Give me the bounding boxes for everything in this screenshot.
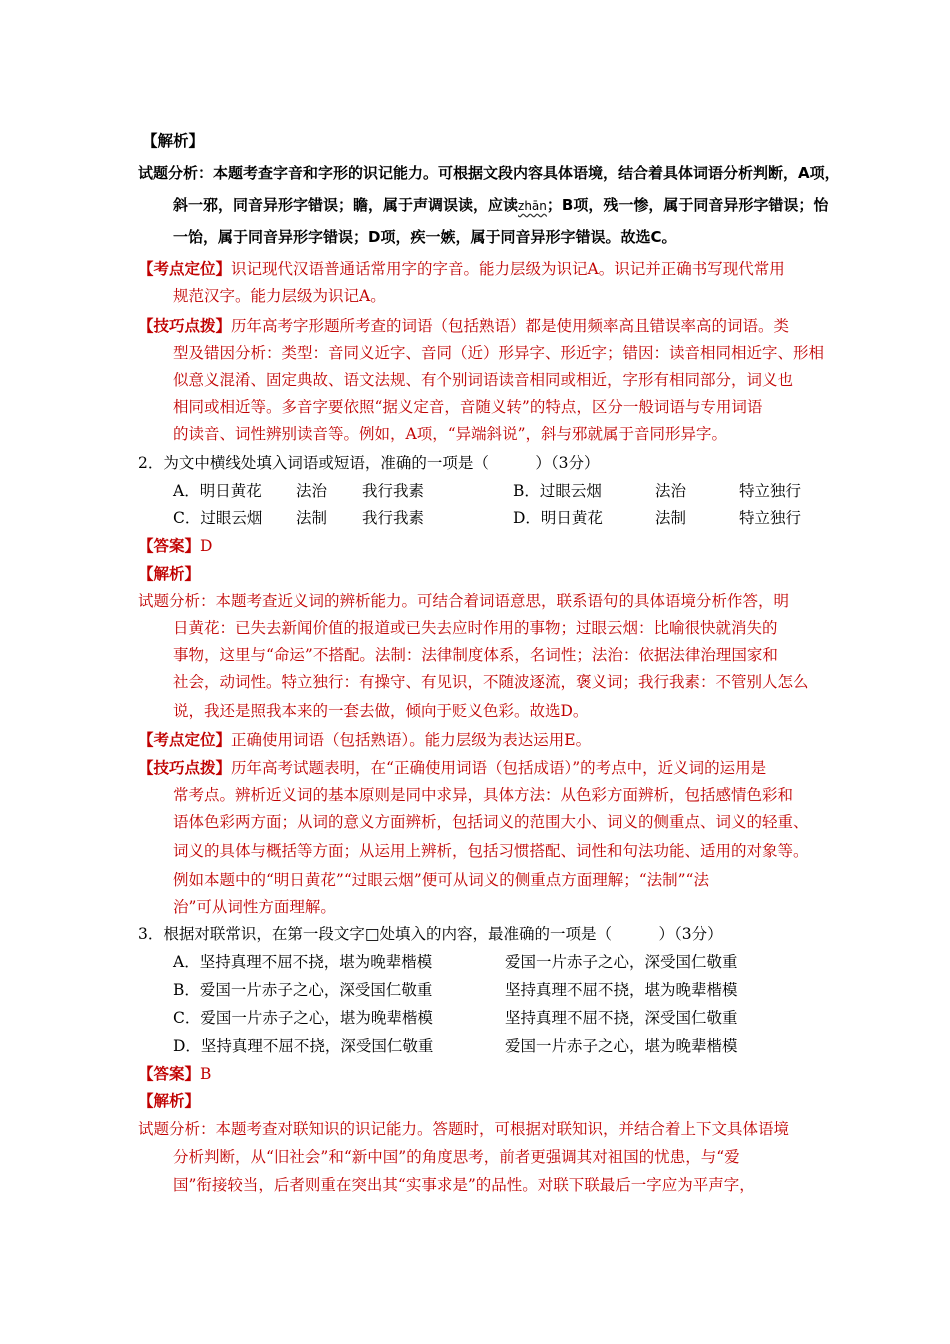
q1-analysis-line-3: 一饴，属于同音异形字错误；D项，疾一嫉，属于同音异形字错误。故选C。 xyxy=(173,228,677,246)
q2-jiqiao-line-6: 治”可从词性方面理解。 xyxy=(173,898,336,916)
q2-analysis-line-1: 试题分析：本题考查近义词的辨析能力。可结合着词语意思，联系语句的具体语境分析作答，明 xyxy=(138,592,790,610)
q1-jiqiao-line-4: 相同或相近等。多音字要依照“据义定音，音随义转”的特点，区分一般词语与专用词语 xyxy=(173,398,763,416)
q1-kaodian-text-1: 识记现代汉语普通话常用字的字音。能力层级为识记A。识记并正确书写现代常用 xyxy=(231,260,785,278)
q3-option-c-right: 坚持真理不屈不挠，深受国仁敬重 xyxy=(505,1009,738,1027)
q2-option-c-word1: C．过眼云烟 xyxy=(173,509,263,527)
q2-option-d-word1: D．明日黄花 xyxy=(513,509,603,527)
q2-option-b-word3: 特立独行 xyxy=(739,482,802,500)
q2-jiexi-label: 【解析】 xyxy=(138,564,201,583)
q2-jiqiao-line-4: 词义的具体与概括等方面；从运用上辨析，包括习惯搭配、词性和句法功能、适用的对象等。 xyxy=(173,842,809,860)
q2-stem: 2．为文中横线处填入词语或短语，准确的一项是（ ）（3分） xyxy=(138,454,600,472)
q2-kaodian-text: 正确使用词语（包括熟语）。能力层级为表达运用E。 xyxy=(231,731,592,749)
q1-pinyin: zhān xyxy=(518,199,547,213)
q1-analysis-seg-a: 斜一邪，同音异形字错误；瞻，属于声调误读，应读 xyxy=(173,196,519,214)
q2-option-a-word2: 法治 xyxy=(296,482,328,500)
q2-answer xyxy=(138,536,212,556)
q3-analysis-line-2: 分析判断，从“旧社会”和“新中国”的角度思考，前者更强调其对祖国的忧患，与“爱 xyxy=(173,1148,740,1166)
q2-option-a-word3: 我行我素 xyxy=(362,482,425,500)
q2-option-c-word3: 我行我素 xyxy=(362,509,425,527)
q3-analysis-line-3: 国”衔接较当，后者则重在突出其“实事求是”的品性。对联下联最后一字应为平声字， xyxy=(173,1176,755,1194)
q2-option-b-word1: B．过眼云烟 xyxy=(513,482,602,500)
q1-jiexi-label: 【解析】 xyxy=(142,131,205,150)
q2-option-c-word2: 法制 xyxy=(296,509,328,527)
q2-jiqiao-line-2: 常考点。辨析近义词的基本原则是同中求异，具体方法：从色彩方面辨析，包括感情色彩和 xyxy=(173,786,794,804)
q2-jiqiao-line-1 xyxy=(138,758,766,778)
q1-jiqiao-line-5: 的读音、词性辨别读音等。例如，A项，“异端斜说”，斜与邪就属于音同形异字。 xyxy=(173,425,728,443)
q2-option-d-word2: 法制 xyxy=(655,509,687,527)
q3-answer xyxy=(138,1064,211,1084)
q3-option-b-right: 坚持真理不屈不挠，堪为晚辈楷模 xyxy=(505,981,738,999)
q2-answer-value: D xyxy=(200,537,213,555)
q3-jiexi-label: 【解析】 xyxy=(138,1091,201,1110)
q1-analysis-line-2 xyxy=(173,195,828,216)
q3-stem: 3．根据对联常识，在第一段文字□处填入的内容，最准确的一项是（ ）（3分） xyxy=(138,925,723,943)
q3-option-d-right: 爱国一片赤子之心，堪为晚辈楷模 xyxy=(505,1037,738,1055)
q2-kaodian xyxy=(138,730,591,750)
q3-option-b-left: B．爱国一片赤子之心，深受国仁敬重 xyxy=(173,981,433,999)
q3-option-d-left: D．坚持真理不屈不挠，深受国仁敬重 xyxy=(173,1037,434,1055)
q2-option-d-word3: 特立独行 xyxy=(739,509,802,527)
q3-option-a-left: A．坚持真理不屈不挠，堪为晚辈楷模 xyxy=(173,953,433,971)
q2-kaodian-label: 【考点定位】 xyxy=(138,730,232,749)
q2-analysis-line-2: 日黄花：已失去新闻价值的报道或已失去应时作用的事物；过眼云烟：比喻很快就消失的 xyxy=(173,619,778,637)
q1-jiqiao-line-2: 型及错因分析：类型：音同义近字、音同（近）形异字、形近字；错因：读音相同相近字、形相 xyxy=(173,344,825,362)
q1-analysis-line-1: 试题分析：本题考查字音和字形的识记能力。可根据文段内容具体语境，结合着具体词语分析判断，A项， xyxy=(138,164,840,182)
q1-kaodian-line-2: 规范汉字。能力层级为识记A。 xyxy=(173,287,386,305)
q2-jiqiao-label: 【技巧点拨】 xyxy=(138,758,232,777)
q1-jiqiao-line-3: 似意义混淆、固定典故、语文法规、有个别词语读音相同或相近，字形有相同部分，词义也 xyxy=(173,371,794,389)
q3-option-c-left: C．爱国一片赤子之心，堪为晚辈楷模 xyxy=(173,1009,433,1027)
q2-jiqiao-line-5: 例如本题中的“明日黄花”“过眼云烟”便可从词义的侧重点方面理解；“法制”“法 xyxy=(173,871,709,889)
q2-jiqiao-text-1: 历年高考试题表明，在“正确使用词语（包括成语）”的考点中，近义词的运用是 xyxy=(231,759,767,777)
q3-answer-value: B xyxy=(200,1065,212,1083)
q1-jiqiao-label: 【技巧点拨】 xyxy=(138,316,232,335)
q2-jiqiao-line-3: 语体色彩两方面；从词的意义方面辨析，包括词义的范围大小、词义的侧重点、词义的轻重、 xyxy=(173,813,809,831)
q1-jiqiao-line-1 xyxy=(138,316,789,336)
q2-analysis-line-5: 说，我还是照我本来的一套去做，倾向于贬义色彩。故选D。 xyxy=(173,702,589,720)
q1-kaodian-line-1 xyxy=(138,259,785,279)
q3-analysis-line-1: 试题分析：本题考查对联知识的识记能力。答题时，可根据对联知识，并结合着上下文具体语境 xyxy=(138,1120,790,1138)
q2-answer-label: 【答案】 xyxy=(138,536,201,555)
q3-answer-label: 【答案】 xyxy=(138,1064,201,1083)
q2-analysis-line-4: 社会，动词性。特立独行：有操守、有见识，不随波逐流，褒义词；我行我素：不管别人怎么 xyxy=(173,673,809,691)
q2-option-b-word2: 法治 xyxy=(655,482,687,500)
q1-jiqiao-text-1: 历年高考字形题所考查的词语（包括熟语）都是使用频率高且错误率高的词语。类 xyxy=(231,317,790,335)
q1-analysis-seg-b: ；B项，残一惨，属于同音异形字错误；怡 xyxy=(546,196,829,214)
q1-kaodian-label: 【考点定位】 xyxy=(138,259,232,278)
q3-option-a-right: 爱国一片赤子之心，深受国仁敬重 xyxy=(505,953,738,971)
q2-analysis-line-3: 事物，这里与“命运”不搭配。法制：法律制度体系，名词性；法治：依据法律治理国家和 xyxy=(173,646,778,664)
q2-option-a-word1: A．明日黄花 xyxy=(173,482,262,500)
